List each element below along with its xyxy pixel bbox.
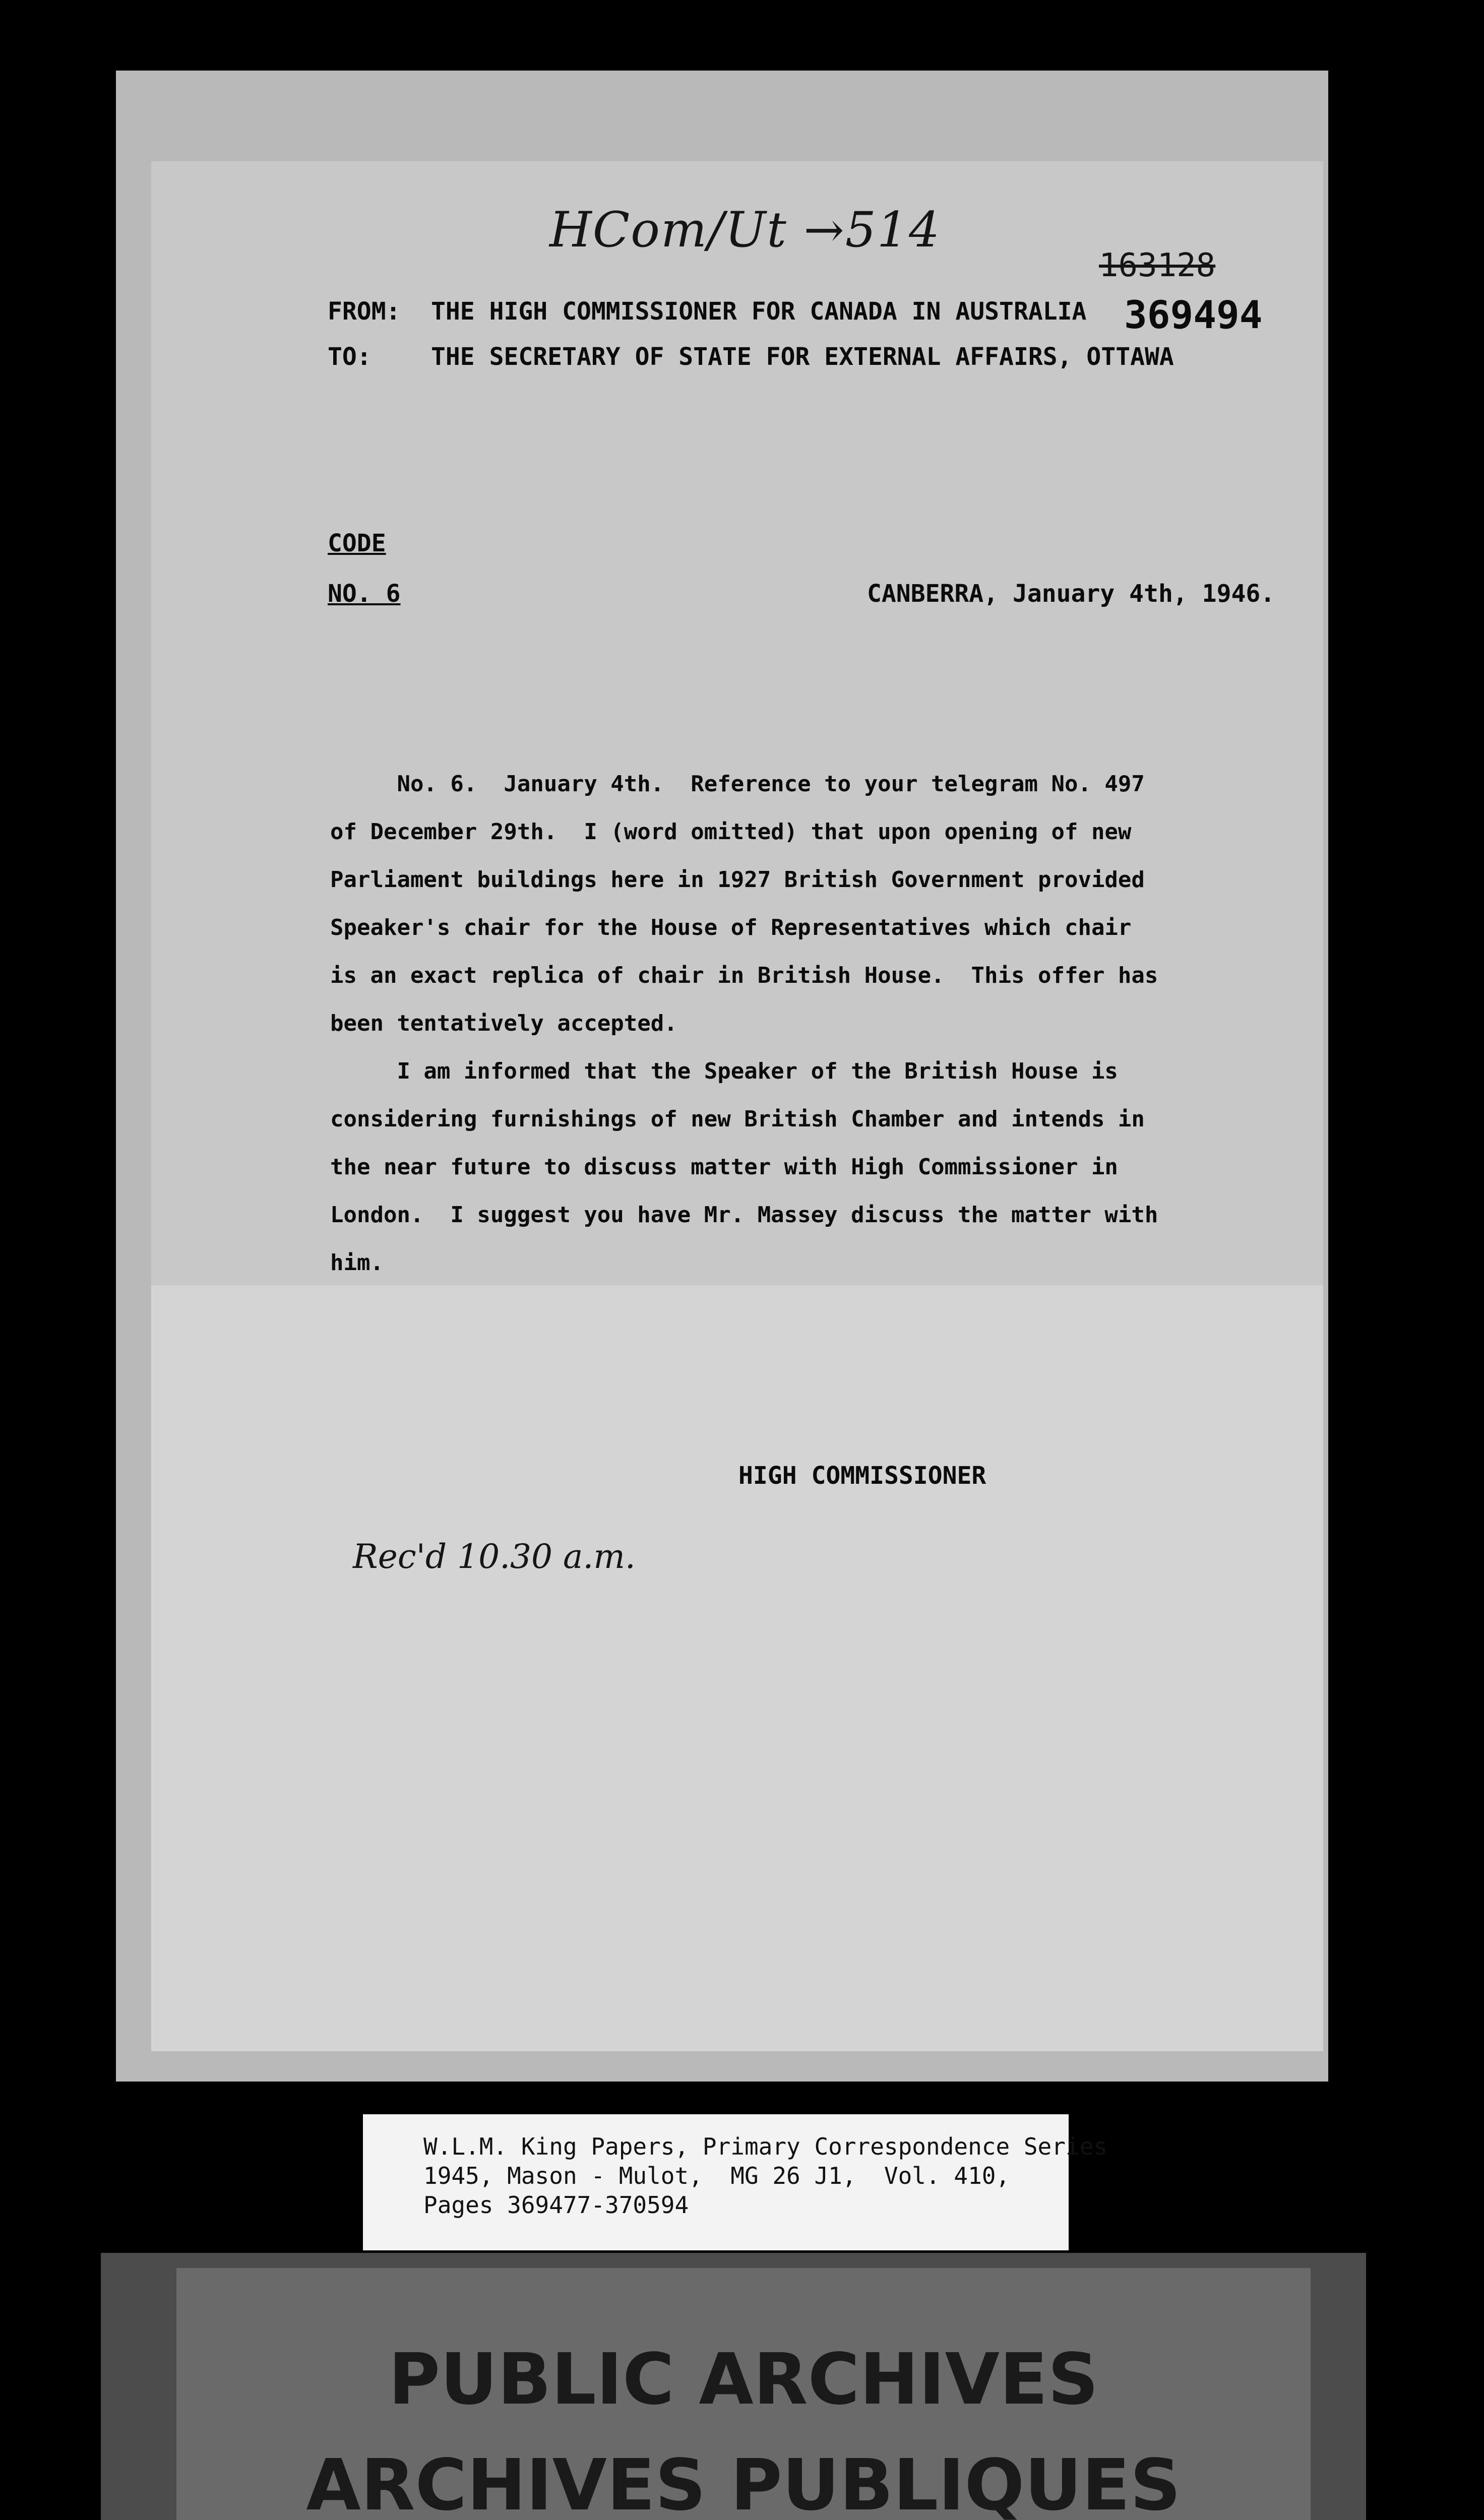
from-label: FROM: (328, 297, 401, 326)
body-line: Speaker's chair for the House of Representatives which chair (330, 915, 1132, 940)
reference-number: 369494 (1124, 292, 1263, 337)
body-line: been tentatively accepted. (330, 1011, 677, 1036)
body-line: is an exact replica of chair in British House. This offer has (330, 963, 1158, 988)
body-line: the near future to discuss matter with High Commissioner in (330, 1154, 1118, 1180)
struck-reference-number: 163128 (1099, 247, 1216, 284)
archive-label-line: W.L.M. King Papers, Primary Correspondence Series (423, 2133, 1108, 2160)
body-line: considering furnishings of new British Chamber and intends in (330, 1106, 1145, 1132)
handwritten-received-time: Rec'd 10.30 a.m. (353, 1537, 636, 1576)
archives-stamp (101, 2253, 1366, 2520)
signature: HIGH COMMISSIONER (738, 1462, 986, 1490)
place-date: CANBERRA, January 4th, 1946. (867, 580, 1275, 608)
body-line: I am informed that the Speaker of the British House is (330, 1058, 1118, 1084)
telegram-number: NO. 6 (328, 580, 401, 608)
archive-label (363, 2114, 1108, 2250)
to-label: TO: (328, 343, 372, 371)
archive-label-line: 1945, Mason - Mulot, MG 26 J1, Vol. 410, (423, 2162, 1010, 2189)
code-label: CODE (328, 529, 386, 557)
to-value: THE SECRETARY OF STATE FOR EXTERNAL AFFAIRS, OTTAWA (431, 343, 1174, 371)
stamp-line-english: PUBLIC ARCHIVES (388, 2339, 1099, 2421)
body-line: London. I suggest you have Mr. Massey discuss the matter with (330, 1202, 1158, 1228)
body-line: No. 6. January 4th. Reference to your telegram No. 497 (330, 771, 1145, 797)
from-value: THE HIGH COMMISSIONER FOR CANADA IN AUSTRALIA (431, 297, 1087, 326)
telegram-page (151, 161, 1323, 2051)
body-line: Parliament buildings here in 1927 British Government provided (330, 867, 1145, 893)
stamp-plate (176, 2268, 1311, 2520)
stamp-line-french: ARCHIVES PUBLIQUES (306, 2444, 1181, 2520)
body-line: of December 29th. I (word omitted) that upon opening of new (330, 819, 1132, 845)
handwritten-file-note: HCom/Ut →514 (549, 202, 941, 258)
body-line: him. (330, 1250, 384, 1276)
archive-label-line: Pages 369477-370594 (423, 2191, 689, 2219)
